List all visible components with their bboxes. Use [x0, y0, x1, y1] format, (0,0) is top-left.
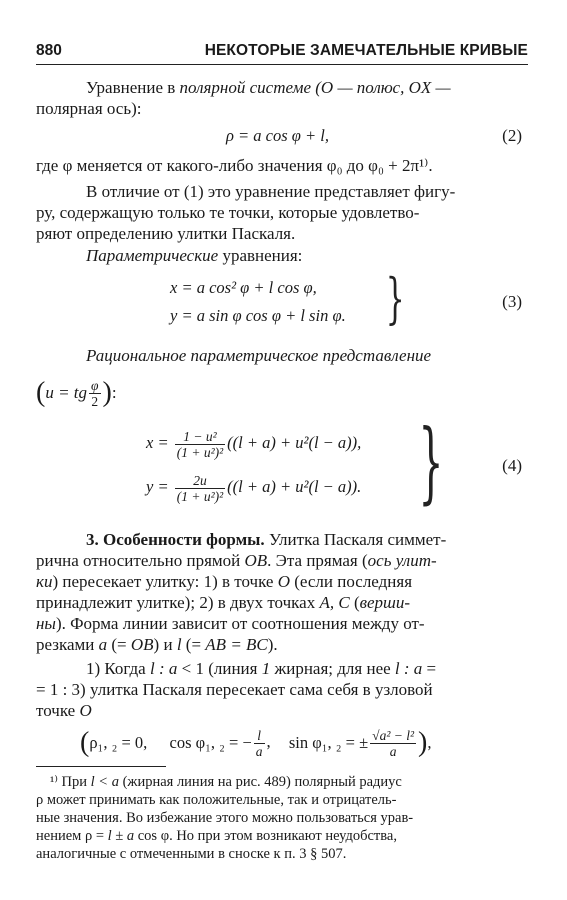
right-brace: } [418, 410, 444, 513]
paragraph-line: резками a (= OB) и l (= AB = BC). [36, 635, 278, 654]
equation-number: (4) [502, 456, 522, 475]
equation-3-y: y = a sin φ cos φ + l sin φ. [170, 306, 346, 325]
equation-number: (2) [502, 126, 522, 145]
equation-4-y: y = $\frac{2u}{\text{(1 + u²)²}}$ ((l + a) + u²(l − a)). [146, 472, 362, 504]
paragraph-line: Параметрические уравнения: [86, 246, 303, 265]
footnote-line: ные значения. Во избежание этого можно пользоваться урав- [36, 810, 414, 826]
paragraph-line: полярная ось): [36, 99, 142, 118]
paragraph-line: точке O [36, 701, 92, 720]
footnote-line: аналогичные с отмеченными в сноске к п. 3 § 507. [36, 846, 347, 862]
paragraph-line: ру, содержащую только те точки, которые удовлетво- [36, 203, 420, 222]
footnote-line: нением ρ = l ± a cos φ. Но при этом возникают неудобства, [36, 828, 397, 844]
page-number: 880 [36, 42, 62, 59]
footnote-rule [36, 766, 166, 767]
right-brace: } [385, 267, 405, 330]
substitution-line: (u = tg $\frac{\varphi}{2}$ ): [36, 377, 117, 409]
paragraph-line: ны). Форма линии зависит от соотношения между от- [36, 614, 425, 633]
paragraph-line: ки) пересекает улитку: 1) в точке O (если последняя [36, 572, 413, 591]
paragraph-line: ряют определению улитки Паскаля. [36, 224, 296, 243]
running-title: НЕКОТОРЫЕ ЗАМЕЧАТЕЛЬНЫЕ КРИВЫЕ [204, 42, 528, 59]
footnote-line: ρ может принимать как положительные, так и отрицатель- [36, 792, 397, 808]
page-header [36, 38, 528, 62]
paragraph-line: принадлежит улитке); 2) в двух точках A, C (верши- [36, 593, 411, 612]
paragraph-line: где φ меняется от какого-либо значения φ₀ до φ₀ + 2π¹⁾. [36, 156, 433, 175]
paragraph-line: Рациональное параметрическое представление [86, 346, 432, 365]
equation-5: (ρ₁, ₂ = 0, cos φ₁, ₂ = − $\frac{l}{a}$ , sin φ₁, ₂ = ± $\frac{\text{√a² − l²}}{a}$ ), [80, 727, 432, 759]
footnote-line: ¹⁾ При l < a (жирная линия на рис. 489) полярный радиус [50, 774, 402, 790]
paragraph-line: В отличие от (1) это уравнение представляет фигу- [86, 182, 456, 201]
header-rule [36, 64, 528, 65]
section-heading-line: 3. Особенности формы. Улитка Паскаля симмет- [86, 530, 447, 549]
paragraph-line: 1) Когда l : a < 1 (линия 1 жирная; для нее l : a = [86, 659, 437, 678]
equation-number: (3) [502, 292, 522, 311]
paragraph-line: = 1 : 3) улитка Паскаля пересекает сама себя в узловой [36, 680, 433, 699]
paragraph-line: рична относительно прямой OB. Эта прямая (ось улит- [36, 551, 437, 570]
equation-3-x: x = a cos² φ + l cos φ, [170, 278, 317, 297]
paragraph-line: Уравнение в полярной системе (O — полюс, OX — [86, 78, 451, 97]
equation-4-x: x = $\frac{\text{1 − u²}}{\text{(1 + u²)²}}$ ((l + a) + u²(l − a)), [146, 428, 362, 460]
equation-2: ρ = a cos φ + l, [226, 126, 330, 145]
